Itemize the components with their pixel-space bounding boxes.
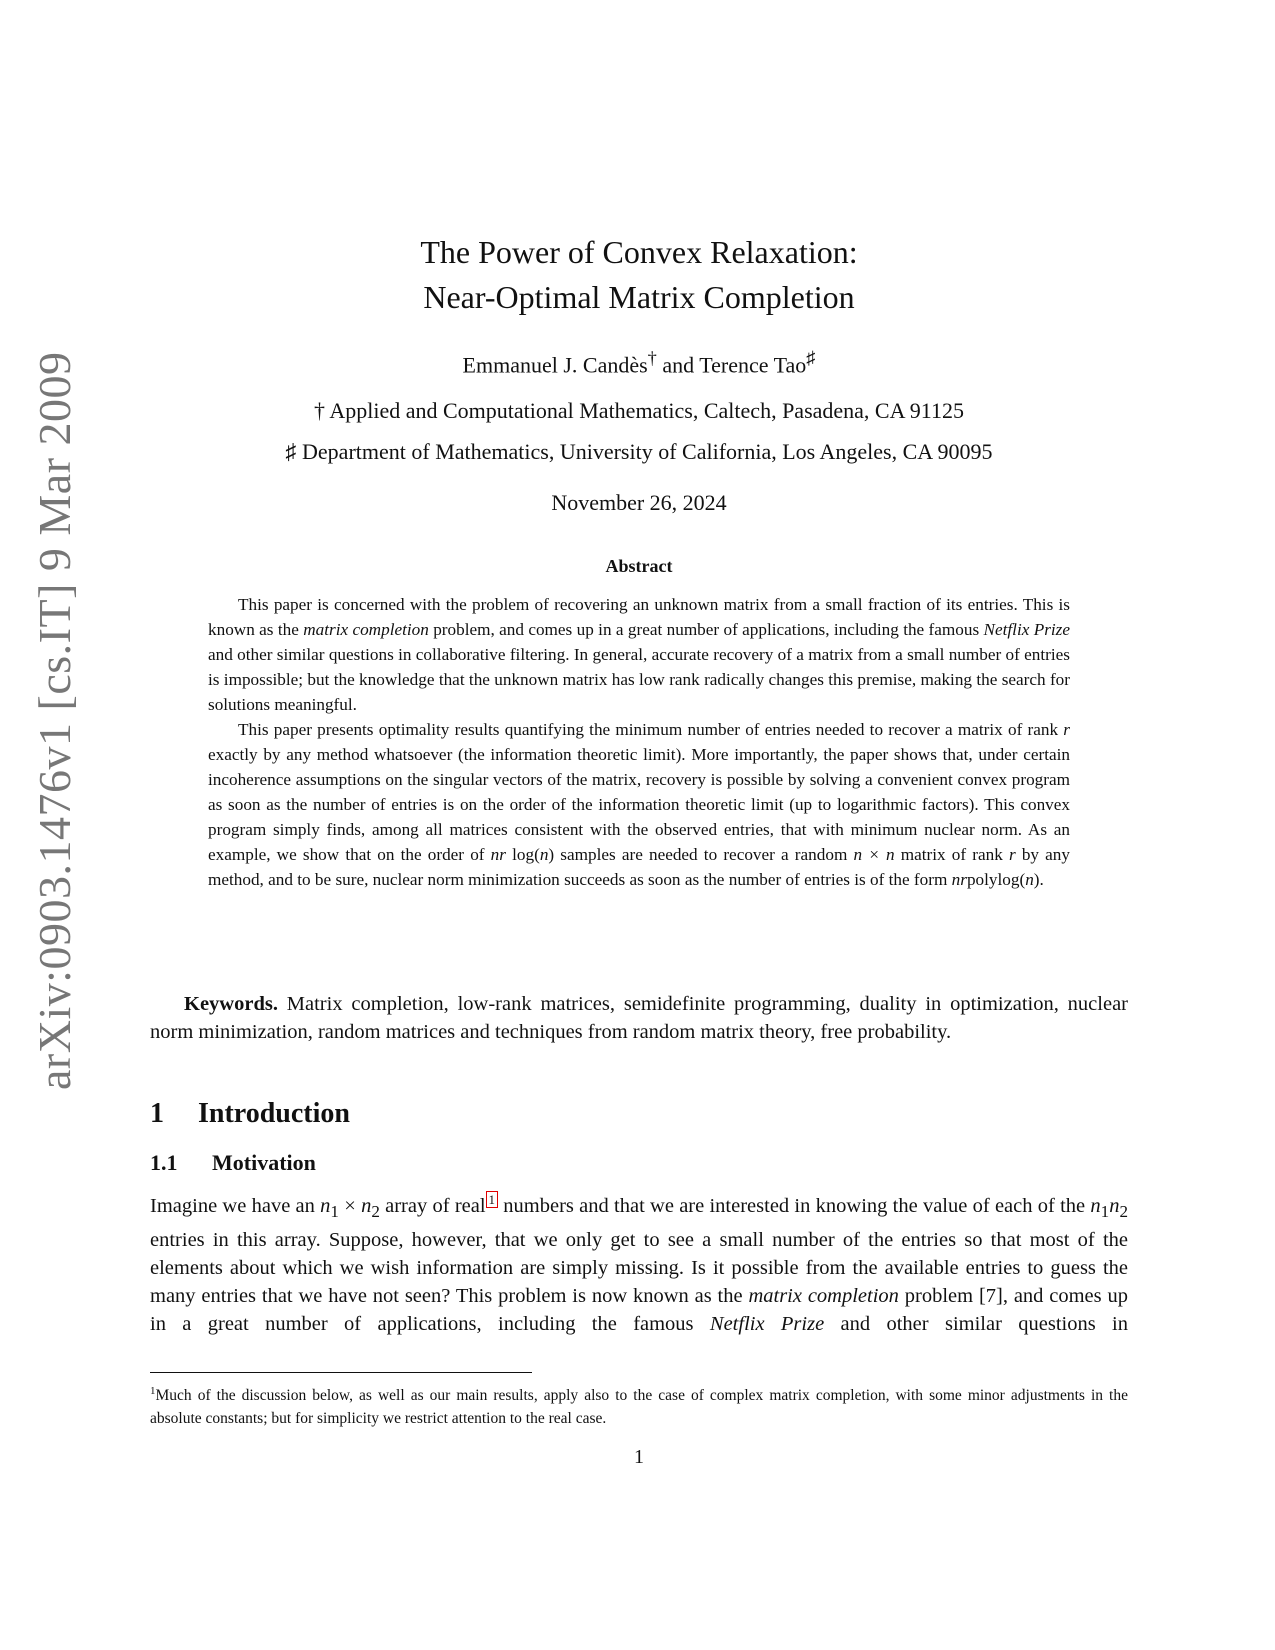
emphasis-netflix-prize: Netflix Prize — [983, 620, 1071, 639]
abstract-heading: Abstract — [605, 556, 673, 576]
author-2: Terence Tao — [699, 352, 807, 378]
section-title: Introduction — [198, 1098, 350, 1129]
abstract-paragraph-1: This paper is concerned with the problem of recovering an unknown matrix from a small fraction of its entries. This is known as the matrix completion problem, and comes up in a great number of applications, including the famous Netflix Prize and other similar questions in collaborative filtering. In general, accurate recovery of a matrix from a small number of entries is impossible; but the knowledge that the unknown matrix has low rank radically changes this premise, making the search for solutions meaningful. — [208, 595, 1071, 714]
footnote-text: Much of the discussion below, as well as our main results, apply also to the case of complex matrix completion, with some minor adjustments in the absolute constants; but for simplicity we restrict attention to the real case. — [150, 1387, 1128, 1428]
keywords-text: Matrix completion, low-rank matrices, semidefinite programming, duality in optimization, nuclear norm minimization, random matrices and techniques from random matrix theory, free probability. — [150, 993, 1128, 1043]
page-number: 1 — [634, 1446, 644, 1468]
emphasis-netflix-prize-body: Netflix Prize — [709, 1313, 825, 1336]
footnote-rule — [150, 1372, 532, 1373]
authors — [150, 348, 1128, 378]
footnote-link[interactable]: 1 — [486, 1191, 499, 1208]
section-heading — [150, 1098, 350, 1130]
author-2-mark: ♯ — [806, 348, 816, 368]
author-1-mark: † — [647, 348, 657, 368]
keywords-label: Keywords. — [184, 993, 278, 1015]
body-paragraph: Imagine we have an $n_1 \times n_2$ array of real $^1$ numbers and that we are interested in knowing the value of each of the $n_1n_2$ entries in this array. Suppose, however, that we only get to see a small number of the entries so that most of the elements about which we wish information are simply missing. Is it possible from the available entries to guess the many entries that we have not seen? This problem is now known as the matrix completion problem [7], and comes up in a great number of applications, including the famous Netflix Prize and other similar questions in — [150, 1192, 1128, 1336]
footnote — [150, 1380, 1128, 1430]
subsection-number: 1.1 — [150, 1150, 178, 1175]
paper-date: November 26, 2024 — [551, 490, 727, 515]
subsection-heading — [150, 1150, 316, 1176]
title-line-2: Near-Optimal Matrix Completion — [423, 279, 855, 315]
emphasis-matrix-completion: matrix completion — [303, 620, 429, 639]
section-number: 1 — [150, 1098, 164, 1129]
emphasis-matrix-completion-body: matrix completion — [748, 1285, 899, 1308]
subsection-title: Motivation — [212, 1150, 316, 1175]
keywords — [150, 990, 1128, 1046]
arxiv-stamp: arXiv:0903.1476v1 [cs.IT] 9 Mar 2009 — [29, 351, 80, 1090]
paper-title — [150, 230, 1128, 320]
author-1: Emmanuel J. Candès — [462, 352, 648, 378]
abstract-paragraph-2: This paper presents optimality results quantifying the minimum number of entries needed to recover a matrix of rank r exactly by any method whatsoever (the information theoretic limit). More importantly, the paper shows that, under certain incoherence assumptions on the singular vectors of the matrix, recovery is possible by solving a convenient convex program as soon as the number of entries is on the order of the information theoretic limit (up to logarithmic factors). This convex program simply finds, among all matrices consistent with the observed entries, that with minimum nuclear norm. As an example, we show that on the order of nr log(n) samples are needed to recover a random n × n matrix of rank r by any method, and to be sure, nuclear norm minimization succeeds as soon as the number of entries is of the form nrpolylog(n). — [208, 720, 1070, 889]
affiliation-2: ♯ Department of Mathematics, University of California, Los Angeles, CA 90095 — [285, 439, 993, 464]
footnote-mark: 1 — [150, 1385, 156, 1397]
abstract — [208, 592, 1070, 892]
title-line-1: The Power of Convex Relaxation: — [420, 234, 858, 270]
affiliation-1: † Applied and Computational Mathematics, Caltech, Pasadena, CA 91125 — [314, 398, 964, 423]
author-connector: and — [656, 352, 700, 378]
